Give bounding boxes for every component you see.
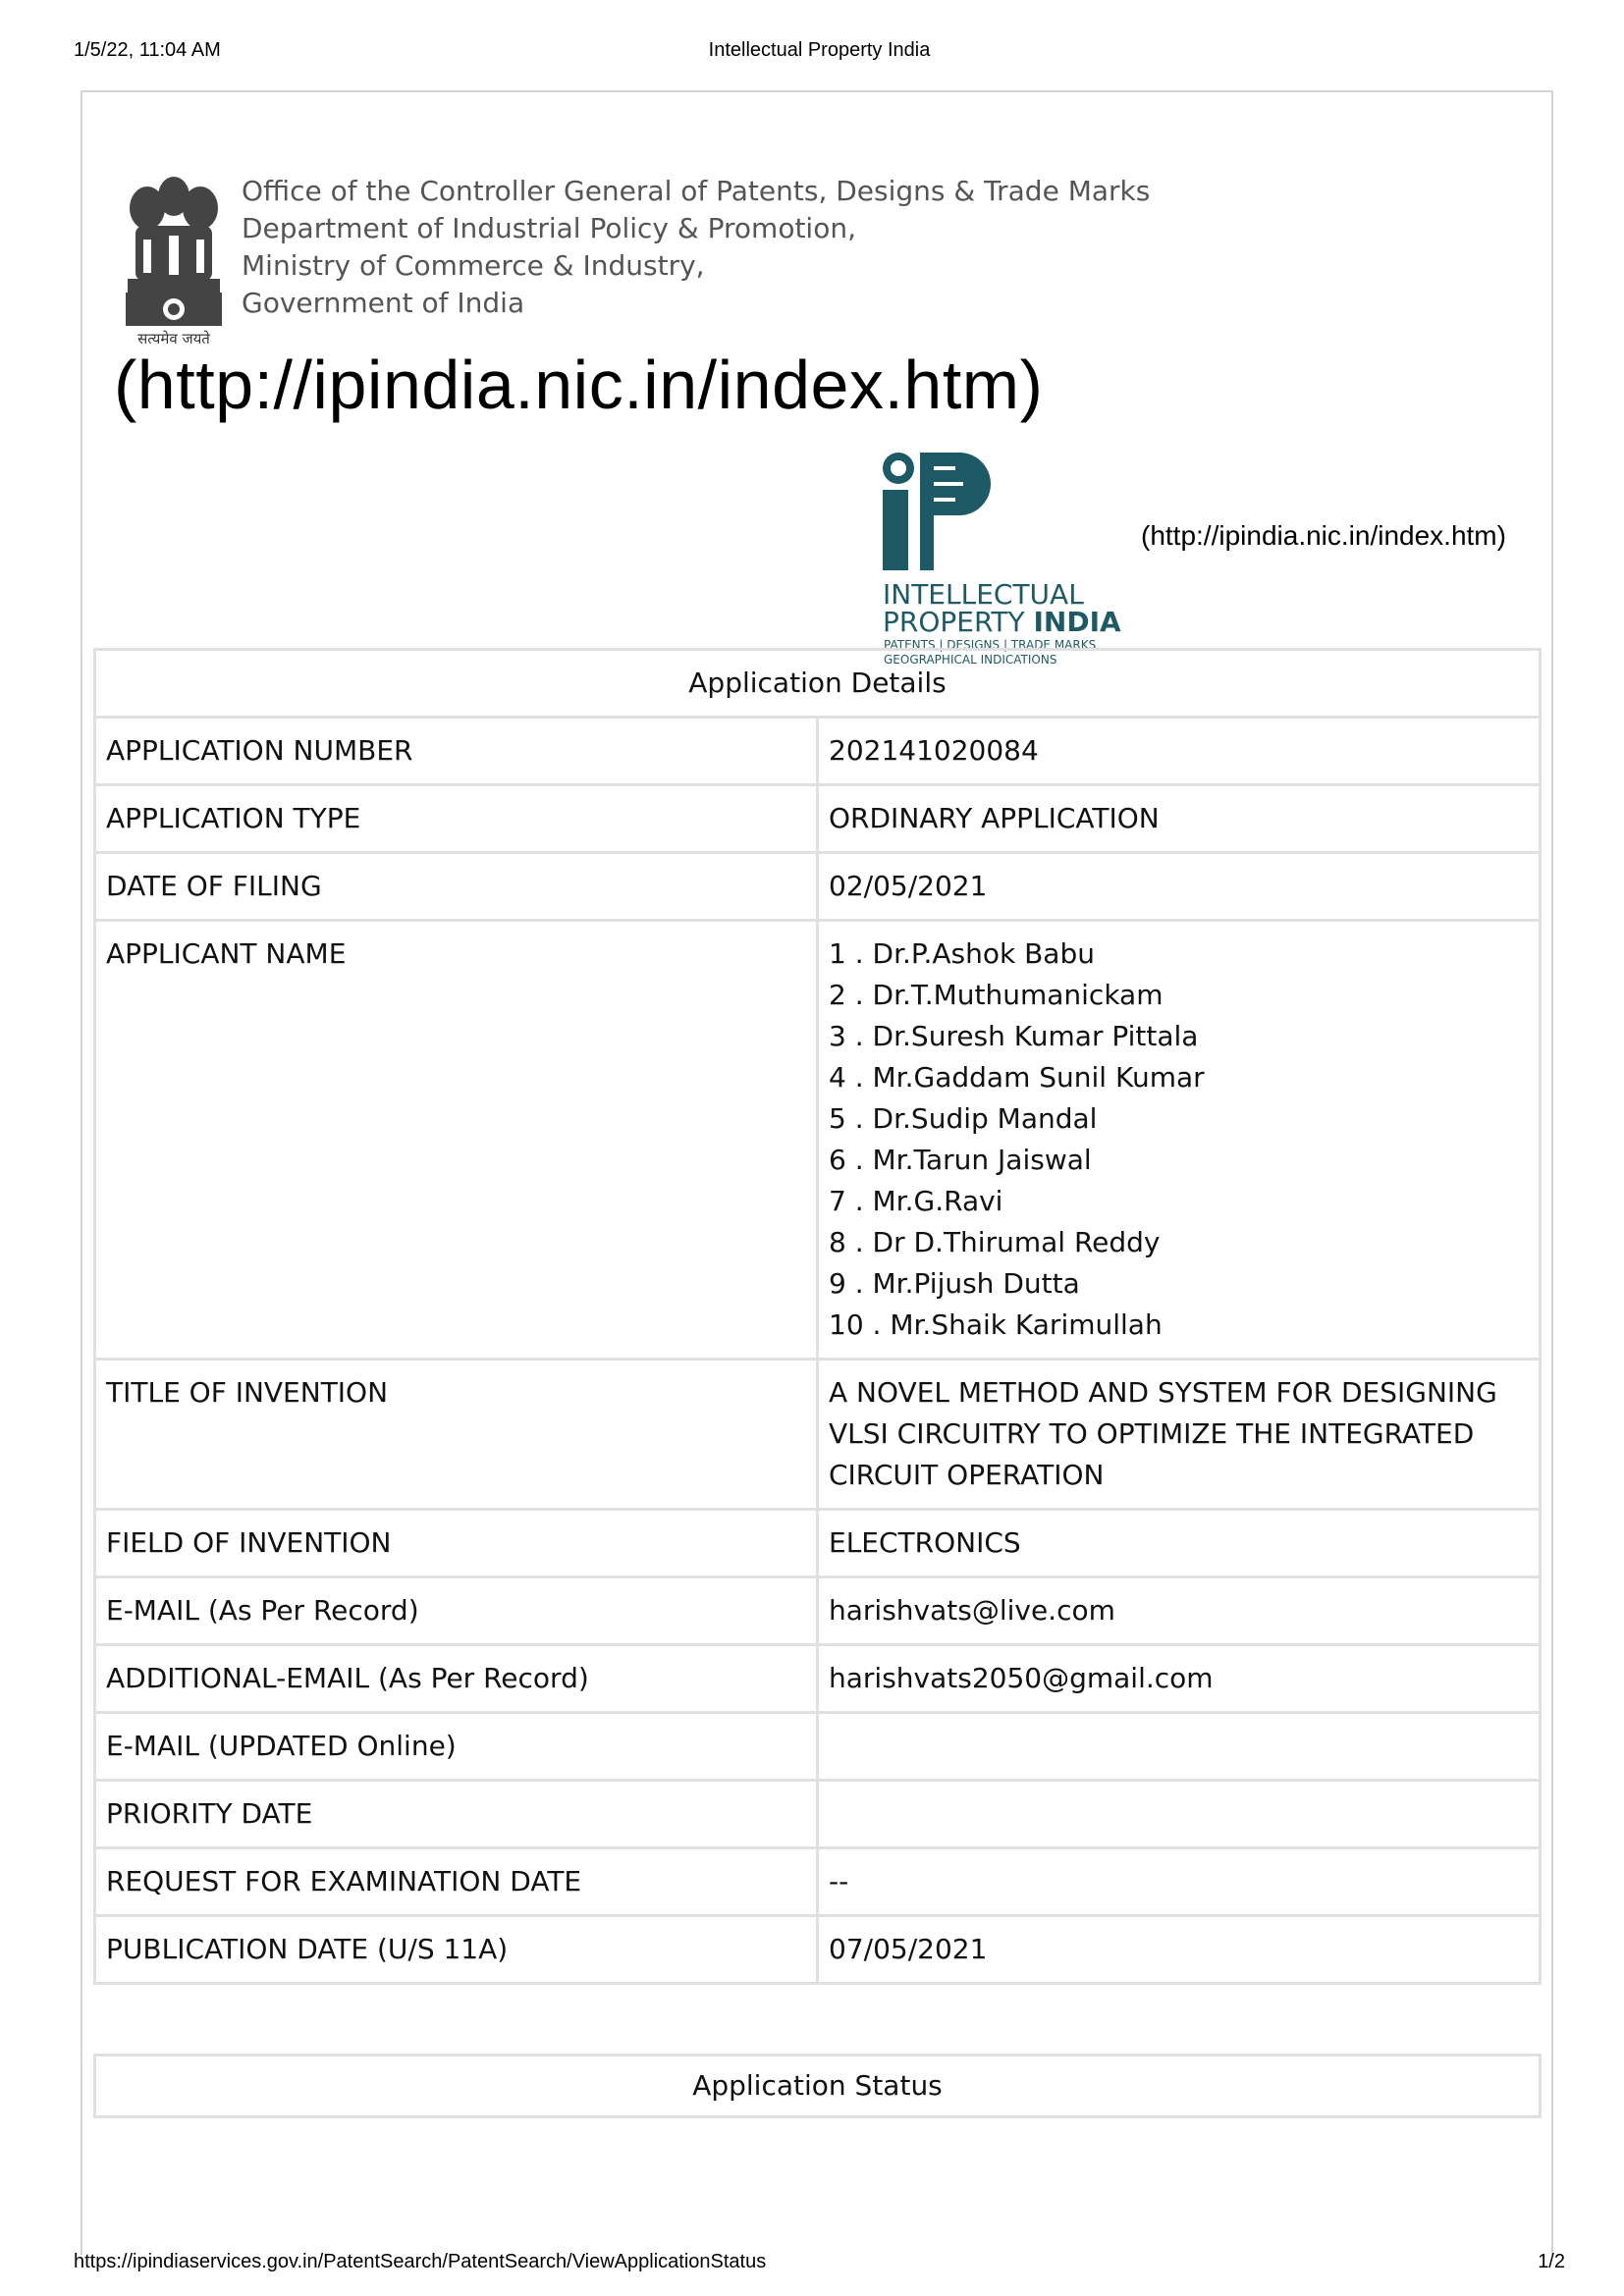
print-url: https://ipindiaservices.gov.in/PatentSearch/PatentSearch/ViewApplicationStatus (74, 2251, 767, 2272)
application-status-heading: Application Status (93, 2054, 1542, 2118)
logo-text-india: INDIA (1033, 606, 1121, 638)
applicant-name: 3 . Dr.Suresh Kumar Pittala (829, 1020, 1199, 1052)
table-row (95, 921, 1541, 1360)
row-value: harishvats2050@gmail.com (818, 1645, 1541, 1713)
row-label: PUBLICATION DATE (U/S 11A) (95, 1916, 818, 1984)
office-line: Ministry of Commerce & Industry, (242, 249, 705, 282)
row-value: -- (818, 1848, 1541, 1916)
svg-text:PROPERTY INDIA (883, 606, 1121, 638)
applicant-name: 8 . Dr D.Thirumal Reddy (829, 1226, 1161, 1258)
row-label: TITLE OF INVENTION (95, 1360, 818, 1510)
national-emblem-icon (116, 157, 232, 347)
table-row (95, 853, 1541, 921)
row-label: FIELD OF INVENTION (95, 1510, 818, 1577)
row-label: ADDITIONAL-EMAIL (As Per Record) (95, 1645, 818, 1713)
applicant-name: 5 . Dr.Sudip Mandal (829, 1102, 1098, 1135)
table-row (95, 1848, 1541, 1916)
row-value: 07/05/2021 (818, 1916, 1541, 1984)
row-value: 02/05/2021 (818, 853, 1541, 921)
logo-text-intellectual: INTELLECTUAL (883, 578, 1084, 611)
table-row (95, 718, 1541, 785)
row-value: harishvats@live.com (818, 1577, 1541, 1645)
table-row (95, 1916, 1541, 1984)
print-footer (74, 2251, 1565, 2280)
table-heading-row (95, 650, 1541, 718)
row-value: A NOVEL METHOD AND SYSTEM FOR DESIGNING VLSI CIRCUITRY TO OPTIMIZE THE INTEGRATED CIRCUIT OPERATION (818, 1360, 1541, 1510)
applicant-name: 2 . Dr.T.Muthumanickam (829, 979, 1164, 1011)
print-page-title: Intellectual Property India (708, 39, 931, 61)
applicant-name: 10 . Mr.Shaik Karimullah (829, 1308, 1163, 1341)
row-label: REQUEST FOR EXAMINATION DATE (95, 1848, 818, 1916)
table-row (95, 1510, 1541, 1577)
office-line: Office of the Controller General of Patents, Designs & Trade Marks (242, 175, 1151, 207)
table-row (95, 1713, 1541, 1781)
office-line: Department of Industrial Policy & Promotion, (242, 212, 856, 244)
emblem-caption: सत्यमेव जयते (137, 330, 210, 347)
ip-india-logo-icon[interactable] (879, 447, 1144, 638)
table-heading: Application Details (95, 650, 1541, 718)
applicant-name: 1 . Dr.P.Ashok Babu (829, 937, 1095, 970)
row-label: APPLICATION NUMBER (95, 718, 818, 785)
applicant-list (818, 921, 1541, 1360)
row-value: ELECTRONICS (818, 1510, 1541, 1577)
row-label: PRIORITY DATE (95, 1781, 818, 1848)
applicant-name: 7 . Mr.G.Ravi (829, 1185, 1003, 1217)
logo-home-link[interactable]: (http://ipindia.nic.in/index.htm) (1141, 520, 1506, 551)
row-label: APPLICANT NAME (95, 921, 818, 1360)
logo-subtitle-line: PATENTS | DESIGNS | TRADE MARKS (884, 638, 1097, 652)
application-details-table (93, 648, 1542, 1985)
table-row (95, 785, 1541, 853)
row-value: ORDINARY APPLICATION (818, 785, 1541, 853)
logo-subtitle-line: GEOGRAPHICAL INDICATIONS (884, 653, 1057, 667)
print-header (74, 39, 1565, 69)
home-link[interactable]: (http://ipindia.nic.in/index.htm) (114, 347, 1044, 423)
row-value (818, 1713, 1541, 1781)
row-value: 202141020084 (818, 718, 1541, 785)
row-value (818, 1781, 1541, 1848)
row-label: E-MAIL (UPDATED Online) (95, 1713, 818, 1781)
applicant-name: 4 . Mr.Gaddam Sunil Kumar (829, 1061, 1205, 1094)
row-label: APPLICATION TYPE (95, 785, 818, 853)
row-label: DATE OF FILING (95, 853, 818, 921)
applicant-name: 9 . Mr.Pijush Dutta (829, 1267, 1080, 1300)
office-name-block (242, 173, 1150, 322)
table-row (95, 1781, 1541, 1848)
table-row (95, 1360, 1541, 1510)
office-line: Government of India (242, 287, 525, 319)
applicant-name: 6 . Mr.Tarun Jaiswal (829, 1144, 1092, 1176)
table-row (95, 1577, 1541, 1645)
print-datetime: 1/5/22, 11:04 AM (74, 39, 221, 61)
table-row (95, 1645, 1541, 1713)
print-page-number: 1/2 (1538, 2251, 1565, 2272)
logo-text-property: PROPERTY (883, 606, 1034, 638)
row-label: E-MAIL (As Per Record) (95, 1577, 818, 1645)
